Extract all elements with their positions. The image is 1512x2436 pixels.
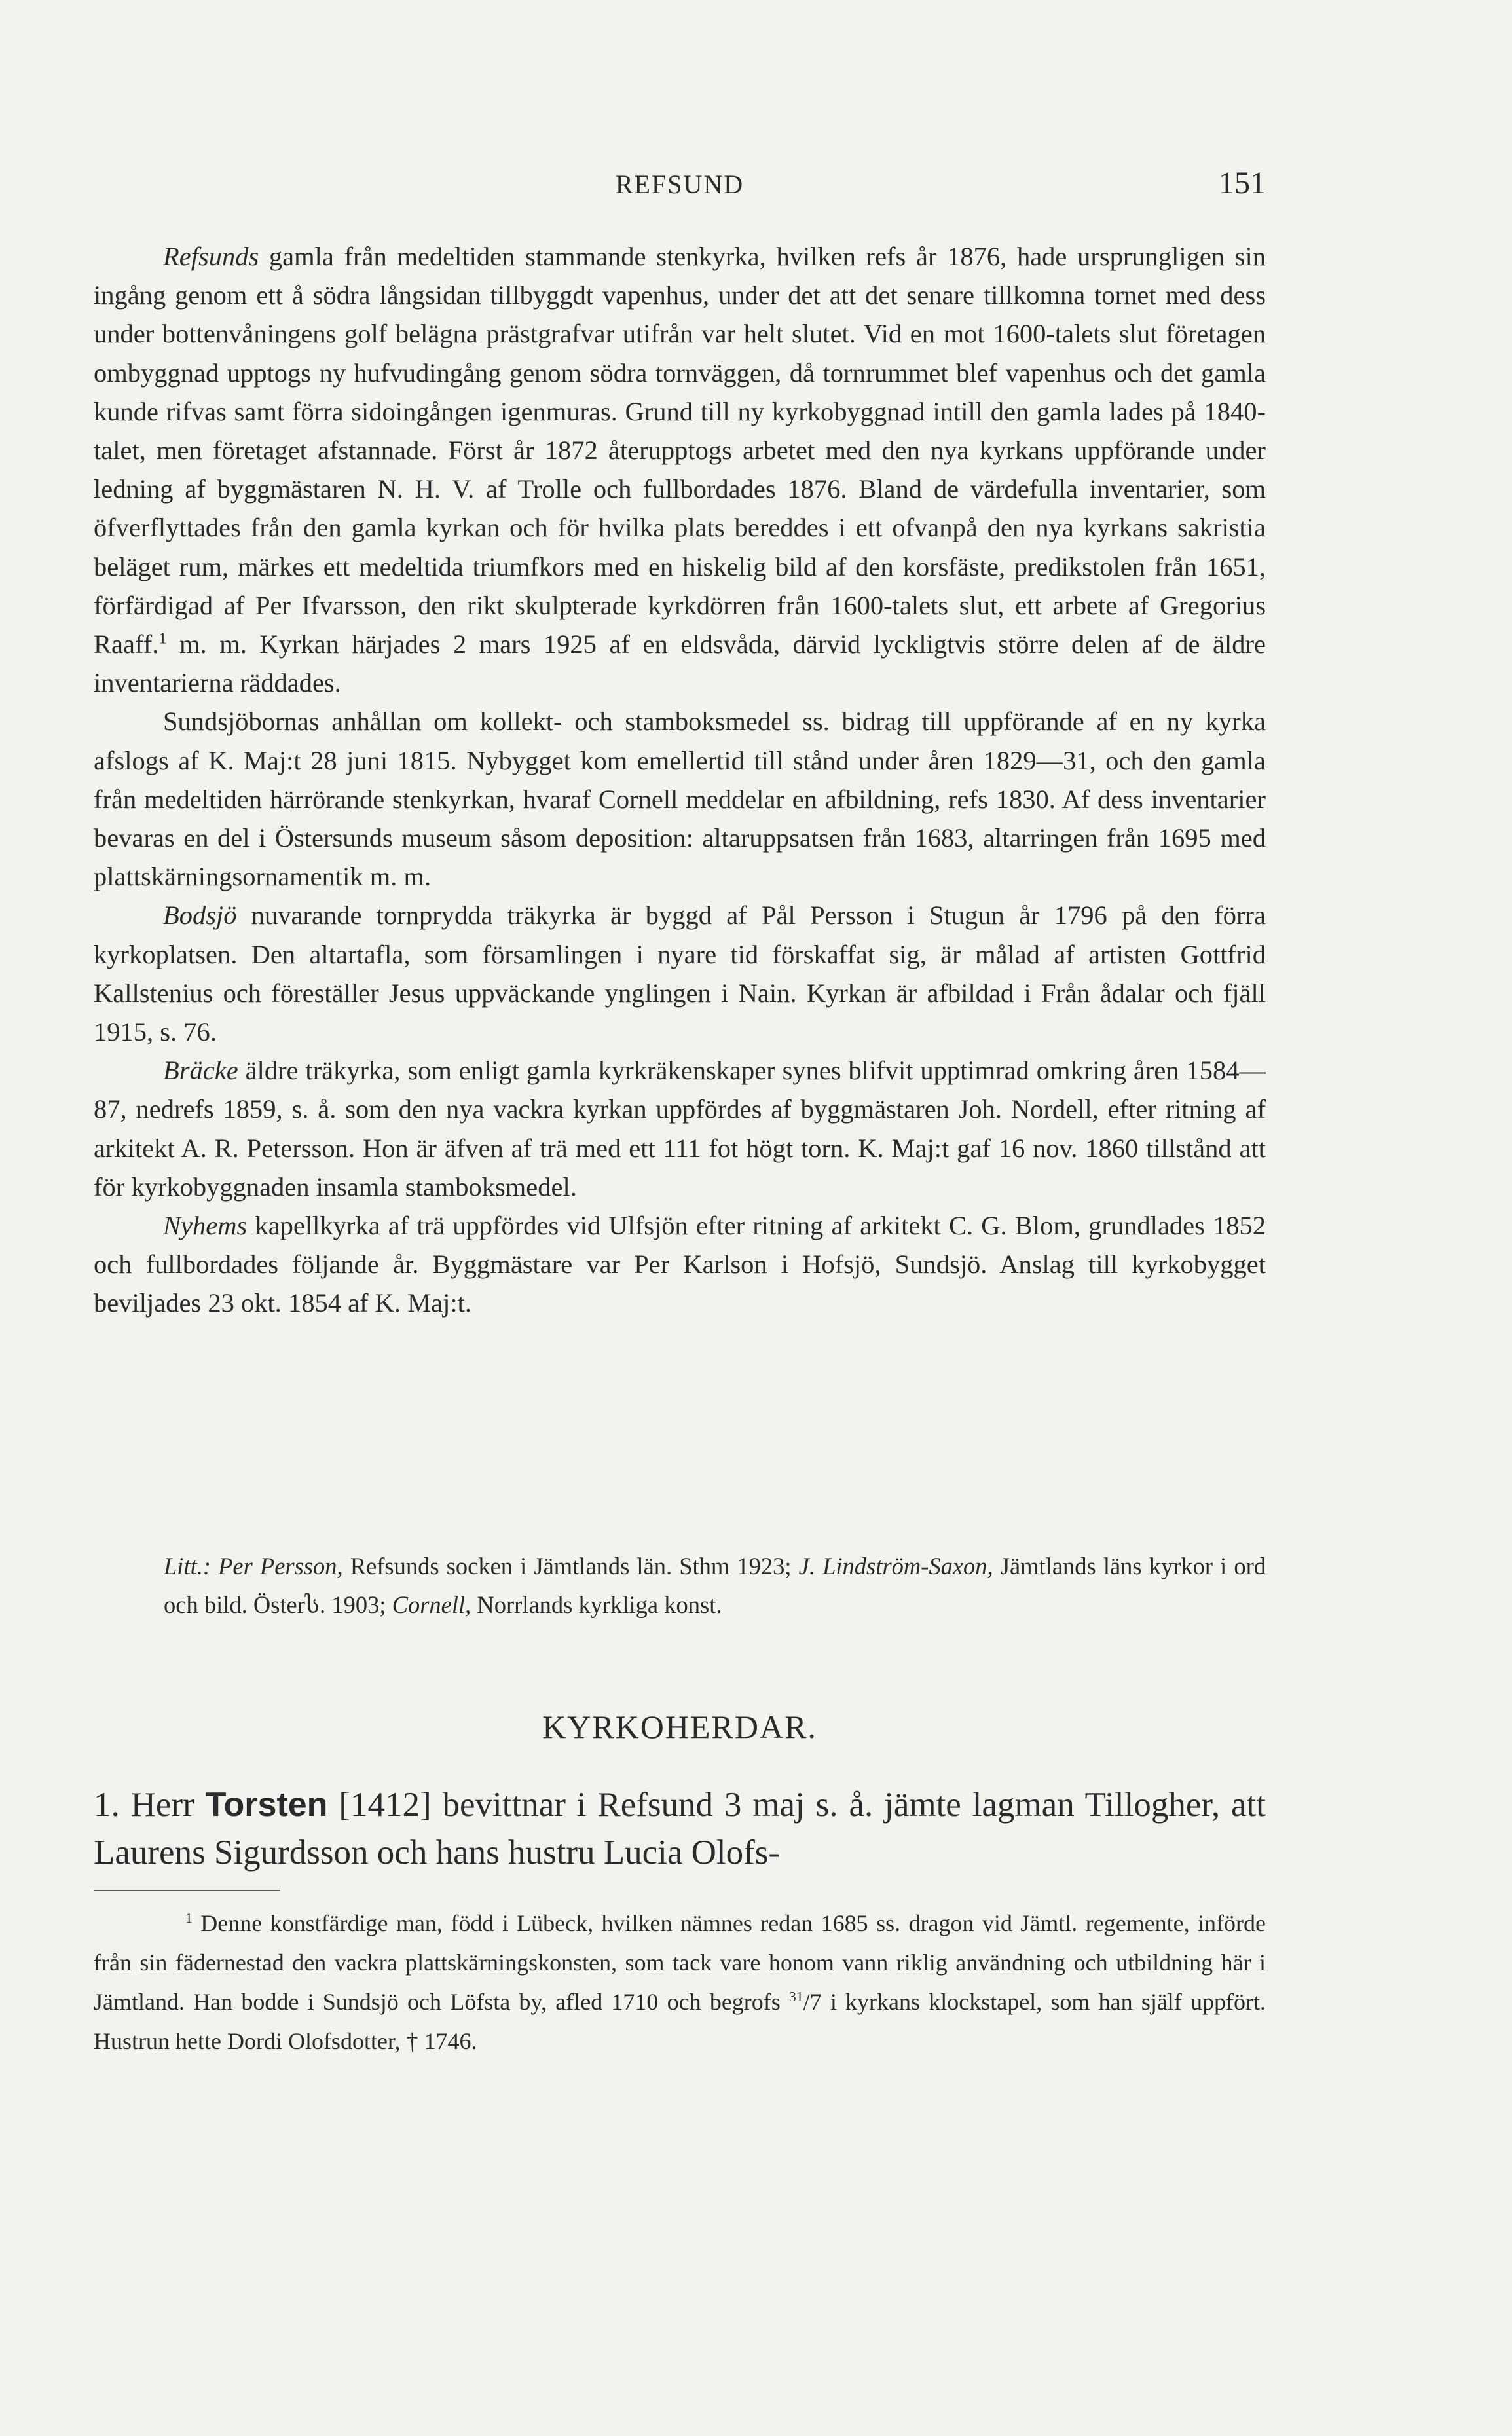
footnote-marker: 1 (185, 1910, 193, 1927)
paragraph-refsund (94, 237, 1266, 702)
fraction-numerator: 31 (789, 1989, 803, 2005)
vicar-entry (94, 1781, 1266, 1877)
running-head: REFSUND (615, 170, 745, 199)
vicar-name: Torsten (205, 1786, 328, 1824)
paragraph-nyhem (94, 1206, 1266, 1323)
paragraph-text: kapellkyrka af trä uppfördes vid Ulfsjön efter ritning af arkitekt C. G. Blom, grundlades 1852 och fullbordades följande år. Byggmästare var Per Karlson i Hofsjö, Sundsjö. Anslag till kyrkobygget beviljades 23 okt. 1854 af K. Maj:t. (94, 1211, 1266, 1318)
place-name-bracke: Bräcke (163, 1056, 238, 1086)
paragraph-bodsjo (94, 896, 1266, 1051)
place-name-nyhem: Nyhems (163, 1211, 248, 1241)
literature-text: Jämtlands läns kyrkor i ord och bild. Österს. 1903; (164, 1553, 1266, 1618)
paragraph-text: Sundsjöbornas anhållan om kollekt- och stamboksmedel ss. bidrag till uppförande af en ny kyrka afslogs af K. Maj:t 28 juni 1815. Nybygget kom emellertid till stånd under åren 1829—31, och den gamla från medeltiden härrörande stenkyrkan, hvaraf Cornell meddelar en afbildning, refs 1830. Af dess inventarier bevaras en del i Östersunds museum såsom deposition: altaruppsatsen från 1683, altarringen från 1695 med plattskärningsornamentik m. m. (94, 707, 1266, 892)
literature-label: Litt.: (164, 1553, 212, 1579)
footnote-separator (94, 1890, 280, 1891)
page-header (94, 166, 1266, 208)
literature-author: Per Persson, (218, 1553, 343, 1579)
footnote (94, 1904, 1266, 2061)
footnote-paragraph (94, 1904, 1266, 2061)
entry-text: [1412] bevittnar i Refsund 3 maj s. å. jämte lagman Tillogher, att Laurens Sigurdsson och hans hustru Lucia Olofs- (94, 1786, 1266, 1872)
fraction-denominator: 7 (809, 1989, 822, 2015)
literature-author: Cornell, (392, 1591, 471, 1618)
footnote-reference: 1 (158, 629, 167, 648)
paragraph-bracke (94, 1051, 1266, 1206)
main-text (94, 237, 1266, 1323)
literature-author: J. Lindström-Saxon, (798, 1553, 993, 1579)
paragraph-text: nuvarande tornprydda träkyrka är byggd af Pål Persson i Stugun år 1796 på den förra kyrkoplatsen. Den altartafla, som församlingen i nyare tid förskaffat sig, är målad af artisten Gottfrid Kallstenius och föreställer Jesus uppväckande ynglingen i Nain. Kyrkan är afbildad i Från ådalar och fjäll 1915, s. 76. (94, 900, 1266, 1047)
date-fraction: $^{31}$/7 (789, 1989, 822, 2015)
paragraph-text: gamla från medeltiden stammande stenkyrka, hvilken refs år 1876, hade ursprungligen sin ingång genom ett å södra långsidan tillbyggdt vapenhus, under det att det senare tillkomna tornet med dess under bottenvåningens golf belägna prästgrafvar utifrån var helt slutet. Vid en mot 1600-talets slut företagen ombyggnad upptogs ny hufvudingång genom södra tornväggen, då tornrummet blef vapenhus och det gamla kunde rifvas samt förra sidoingången igenmuras. Grund till ny kyrkobyggnad intill den gamla lades på 1840-talet, men företaget afstannade. Först år 1872 återupptogs arbetet med den nya kyrkans uppförande under ledning af byggmästaren N. H. V. af Trolle och fullbordades 1876. Bland de värdefulla inventarier, som öfverflyttades från den gamla kyrkan och för hvilka plats bereddes i ett ofvanpå den nya kyrkans sakristia beläget rum, märkes ett medeltida triumfkors med en hiskelig bild af den korsfäste, predikstolen från 1651, förfärdigad af Per Ifvarsson, den rikt skulpterade kyrkdörren från 1600-talets slut, ett arbete af Gregorius Raaff. (94, 242, 1266, 659)
page-number: 151 (1219, 166, 1266, 200)
literature-references (164, 1547, 1266, 1624)
place-name-refsund: Refsunds (163, 242, 259, 271)
paragraph-sundsjo (94, 702, 1266, 896)
place-name-bodsjo: Bodsjö (163, 900, 237, 931)
entry-number: 1. (94, 1786, 120, 1824)
literature-text: Norrlands kyrkliga konst. (471, 1591, 722, 1618)
section-heading: KYRKOHERDAR. (542, 1708, 817, 1745)
literature-text: Refsunds socken i Jämtlands län. Sthm 1923; (342, 1553, 799, 1579)
footnote-text: Denne konstfärdige man, född i Lübeck, hvilken nämnes redan 1685 ss. dragon vid Jämtl. regemente, införde från sin fädernestad den vackra plattskärningskonsten, som tack vare honom vann riklig användning och utbildning här i Jämtland. Han bodde i Sundsjö och Löfsta by, afled 1710 och begrofs (94, 1910, 1266, 2015)
footnote-text-continued: i kyrkans klockstapel, som han själf uppfört. Hustrun hette Dordi Olofsdotter, † 1746. (94, 1989, 1266, 2054)
paragraph-text: äldre träkyrka, som enligt gamla kyrkräkenskaper synes blifvit upptimrad omkring åren 1584—87, nedrefs 1859, s. å. som den nya vackra kyrkan uppfördes af byggmästaren Joh. Nordell, efter ritning af arkitekt A. R. Petersson. Hon är äfven af trä med ett 111 fot högt torn. K. Maj:t gaf 16 nov. 1860 tillstånd att för kyrkobyggnaden insamla stamboksmedel. (94, 1056, 1266, 1202)
paragraph-text-continued: m. m. Kyrkan härjades 2 mars 1925 af en eldsvåda, därvid lyckligtvis större delen af de äldre inventarierna räddades. (94, 629, 1266, 698)
entry-prefix: Herr (119, 1786, 206, 1824)
